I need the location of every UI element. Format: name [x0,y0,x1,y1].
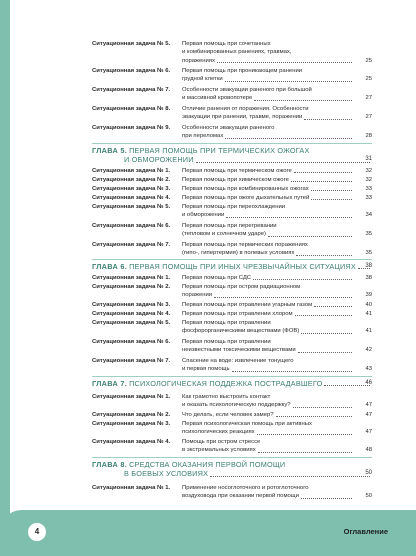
chapter-title: ПЕРВАЯ ПОМОЩЬ ПРИ ИНЫХ ЧРЕЗВЫЧАЙНЫХ СИТУАЦИЯХ [129,262,356,271]
task-label: Ситуационная задача № 5. [92,320,171,326]
page-number: 50 [365,493,372,500]
entry-text: Первая помощь при комбинированных ожогах [182,186,309,192]
entry-text: Помощь при остром стрессе [182,439,261,445]
task-label: Ситуационная задача № 6. [92,339,171,345]
entry-text: и комбинированных ранениях, травмах, [182,49,292,56]
page-number: 47 [365,412,372,418]
page-number: 50 [365,470,372,477]
task-label: Ситуационная задача № 4. [92,439,171,445]
entry-text: Первая психологическая помощь при активных [182,421,312,427]
entry-text: поражениях [182,57,215,64]
chapter-divider [92,457,372,458]
entry-text: Особенности эвакуации раненого при большой [182,87,312,93]
toc-entry[interactable] [92,86,372,103]
entry-text: поражении [182,292,213,299]
toc-entry[interactable] [92,357,372,374]
task-label: Ситуационная задача № 2. [92,284,171,290]
task-label: Ситуационная задача № 1. [92,275,171,281]
page-number: 34 [365,212,372,219]
entry-text: Применение носоглоточного и ротоглоточного [182,485,309,491]
footer-title: Оглавление [343,527,388,536]
chapter-label: ГЛАВА 7. [92,379,128,388]
page-number: 47 [365,402,372,409]
toc-entry[interactable] [92,176,372,184]
task-label: Ситуационная задача № 1. [92,394,171,400]
task-label: Ситуационная задача № 5. [92,41,171,47]
entry-text: воздуховода при оказании первой помощи [182,493,299,500]
page-number: 31 [365,156,372,163]
page-number: 46 [365,380,372,386]
toc-entry[interactable] [92,319,372,336]
entry-text: Как грамотно выстроить контакт [182,394,271,400]
entry-text: Первая помощь при остром радиационном [182,284,301,290]
toc-entry[interactable] [92,40,372,65]
entry-text: психологических реакциях [182,429,255,436]
task-label: Ситуационная задача № 4. [92,311,171,317]
toc-entry[interactable] [92,301,372,309]
page-number: 25 [365,76,372,83]
page-number: 35 [365,231,372,238]
task-label: Ситуационная задача № 3. [92,421,171,427]
chapter-title: ПЕРВАЯ ПОМОЩЬ ПРИ ТЕРМИЧЕСКИХ ОЖОГАХ [129,146,310,155]
entry-text: Особенности эвакуации раненого [182,125,275,131]
task-label: Ситуационная задача № 6. [92,223,171,229]
entry-text: Первая помощь при переохлаждении [182,204,286,210]
entry-text: Первая помощь при отравлении хлором [182,311,293,317]
chapter-heading[interactable] [92,379,372,388]
entry-text: (тепловом и солнечном ударе) [182,231,266,238]
task-label: Ситуационная задача № 2. [92,177,171,183]
page-number: 43 [365,366,372,373]
entry-text: Спасение на воде: извлечение тонущего [182,358,294,364]
toc-entry[interactable] [92,283,372,300]
entry-text: Первая помощь при ожоге дыхательных путей [182,195,310,201]
entry-text: Отличие ранения от поражения. Особенности [182,106,309,112]
footer-page-number: 4 [28,523,46,541]
entry-text: эвакуации при ранении, травме, поражении [182,114,303,121]
entry-text: Первая помощь при химическом ожоге [182,177,289,183]
entry-text: (гипо-, гипертермия) в полевых условиях [182,250,295,257]
entry-text: Первая помощь при отравлении [182,320,271,326]
task-label: Ситуационная задача № 3. [92,302,171,308]
task-label: Ситуационная задача № 8. [92,106,171,112]
page-number: 33 [365,186,372,192]
chapter-heading[interactable] [92,146,372,165]
page-number: 38 [365,263,372,269]
page-number: 38 [365,275,372,281]
toc-entry[interactable] [92,420,372,437]
task-label: Ситуационная задача № 6. [92,68,171,74]
page-number: 28 [365,133,372,140]
toc-entry[interactable] [92,438,372,455]
page-number: 48 [365,447,372,454]
task-label: Ситуационная задача № 9. [92,125,171,131]
chapter-divider [92,376,372,377]
entry-text: Первая помощь при проникающем ранении [182,68,303,74]
chapter-divider [92,143,372,144]
toc-entry[interactable] [92,105,372,122]
entry-text: Первая помощь при термических поражениях [182,242,308,248]
task-label: Ситуационная задача № 5. [92,204,171,210]
task-label: Ситуационная задача № 1. [92,485,171,491]
page-number: 41 [365,328,372,335]
entry-text: грудной клетки [182,76,223,83]
entry-text: и оказать психологическую поддержку? [182,402,291,409]
page-number: 47 [365,429,372,436]
chapter-label: ГЛАВА 5. [92,146,128,155]
page-number: 25 [365,57,372,64]
toc-entry[interactable] [92,241,372,258]
task-label: Ситуационная задача № 2. [92,412,171,418]
chapter-heading[interactable] [92,262,372,271]
entry-text: фосфорорганическими веществами (ФОВ) [182,328,300,335]
entry-text: неизвестными токсическими веществами [182,347,296,354]
chapter-title: В БОЕВЫХ УСЛОВИЯХ [124,469,209,479]
task-label: Ситуационная задача № 7. [92,242,171,248]
page-number: 39 [365,292,372,299]
toc-entry[interactable] [92,338,372,355]
task-label: Ситуационная задача № 1. [92,168,171,174]
toc-entry[interactable] [92,411,372,419]
page-number: 27 [365,95,372,102]
entry-text: Первая помощь при перегревании [182,223,277,229]
task-label: Ситуационная задача № 3. [92,186,171,192]
toc-entry[interactable] [92,203,372,220]
toc-entry[interactable] [92,124,372,141]
entry-text: и массивной кровопотере [182,95,253,102]
chapter-divider [92,259,372,260]
entry-text: в экстремальных условиях [182,447,256,454]
toc-entry[interactable] [92,310,372,318]
toc-entry[interactable] [92,194,372,202]
task-label: Ситуационная задача № 7. [92,358,171,364]
page-number: 40 [365,302,372,308]
entry-text: Первая помощь при отравлении угарным газом [182,302,313,308]
chapter-title: СРЕДСТВА ОКАЗАНИЯ ПЕРВОЙ ПОМОЩИ [129,460,286,469]
toc-entry[interactable] [92,274,372,282]
entry-text: при переломах [182,133,224,140]
page-number: 32 [365,168,372,174]
entry-text: и первая помощь [182,366,230,373]
entry-text: и обморожении [182,212,225,219]
chapter-label: ГЛАВА 6. [92,262,128,271]
page-number: 35 [365,250,372,257]
toc-entry[interactable] [92,222,372,239]
toc-entry[interactable] [92,393,372,410]
chapter-label: ГЛАВА 8. [92,460,128,469]
chapter-title: И ОБМОРОЖЕНИИ [124,155,194,165]
page-number: 41 [365,311,372,317]
toc-entry[interactable] [92,484,372,501]
toc-entry[interactable] [92,167,372,175]
page-number: 27 [365,114,372,121]
task-label: Ситуационная задача № 7. [92,87,171,93]
left-accent-strip [0,0,10,556]
page-number: 32 [365,177,372,183]
entry-text: Первая помощь при сочетанных [182,41,271,47]
entry-text: Первая помощь при термическом ожоге [182,168,292,174]
entry-text: Первая помощь при отравлении [182,339,271,345]
page-number: 33 [365,195,372,201]
entry-text: Что делать, если человек замер? [182,412,274,418]
page-number: 42 [365,347,372,354]
chapter-title: ПСИХОЛОГИЧЕСКАЯ ПОДДЕЖКА ПОСТРАДАВШЕГО [129,379,323,388]
chapter-heading[interactable] [92,460,372,479]
toc-entry[interactable] [92,185,372,193]
task-label: Ситуационная задача № 4. [92,195,171,201]
toc-entry[interactable] [92,67,372,84]
entry-text: Первая помощь при СДС [182,275,252,281]
